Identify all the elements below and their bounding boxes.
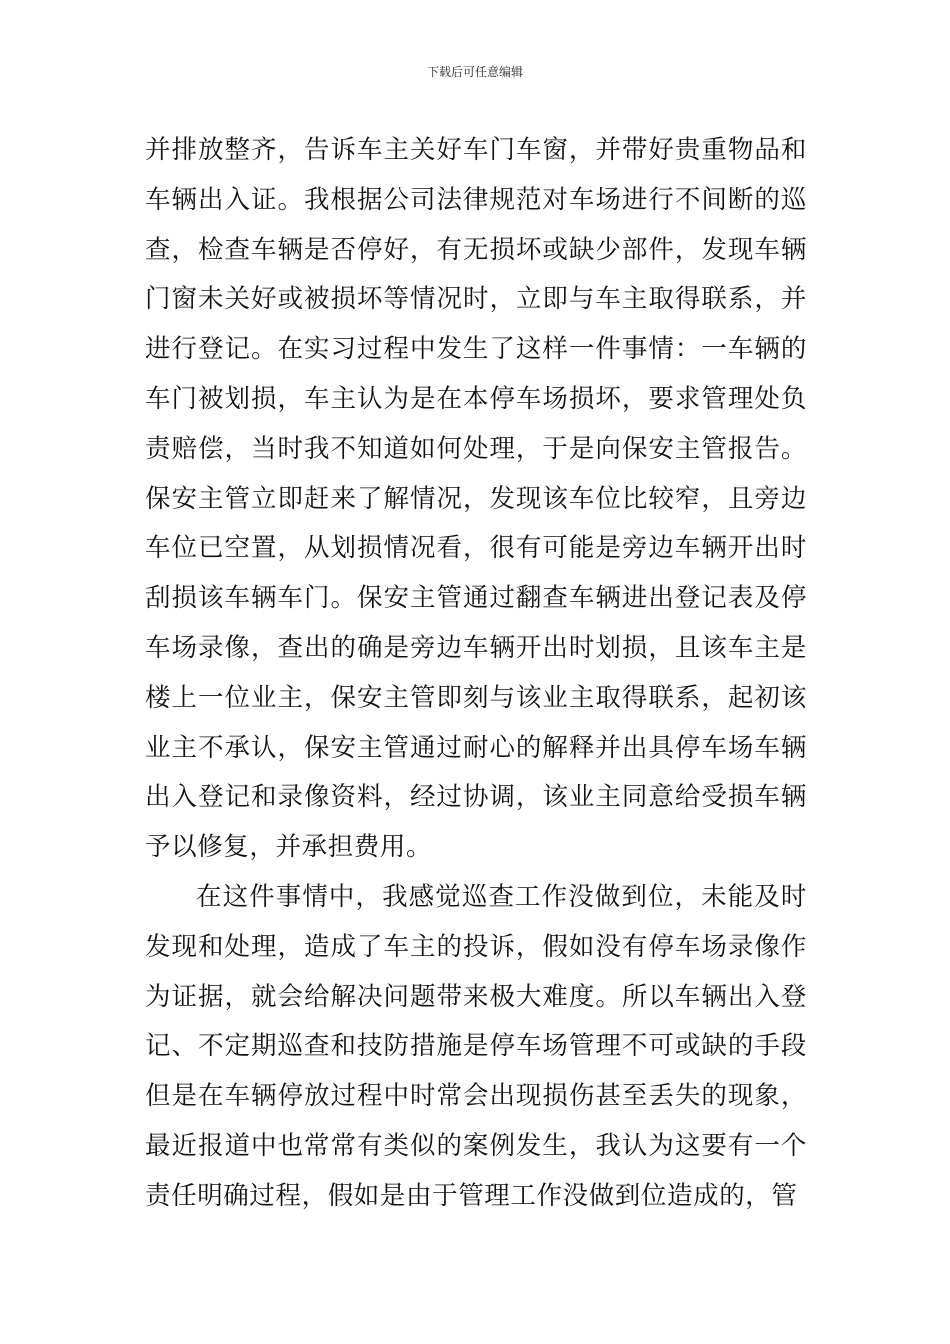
document-body — [145, 126, 807, 1222]
paragraph-1: 并排放整齐，告诉车主关好车门车窗，并带好贵重物品和车辆出入证。我根据公司法律规范对车场进行不间断的巡查，检查车辆是否停好，有无损坏或缺少部件，发现车辆门窗未关好或被损坏等情况时，立即与车主取得联系，并进行登记。在实习过程中发生了这样一件事情：一车辆的车门被划损，车主认为是在本停车场损坏，要求管理处负责赔偿，当时我不知道如何处理，于是向保安主管报告。保安主管立即赶来了解情况，发现该车位比较窄，且旁边车位已空置，从划损情况看，很有可能是旁边车辆开出时刮损该车辆车门。保安主管通过翻查车辆进出登记表及停车场录像，查出的确是旁边车辆开出时划损，且该车主是楼上一位业主，保安主管即刻与该业主取得联系，起初该业主不承认，保安主管通过耐心的解释并出具停车场车辆出入登记和录像资料，经过协调，该业主同意给受损车辆予以修复，并承担费用。 — [145, 135, 807, 863]
page-header-note: 下载后可任意编辑 — [426, 65, 523, 79]
paragraph-2: 在这件事情中，我感觉巡查工作没做到位，未能及时发现和处理，造成了车主的投诉，假如没有停车场录像作为证据，就会给解决问题带来极大难度。所以车辆出入登记、不定期巡查和技防措施是停车场管理不可或缺的手段但是在车辆停放过程中时常会出现损伤甚至丢失的现象，最近报道中也常常有类似的案例发生，我认为这要有一个责任明确过程，假如是由于管理工作没做到位造成的，管 — [145, 881, 807, 1211]
